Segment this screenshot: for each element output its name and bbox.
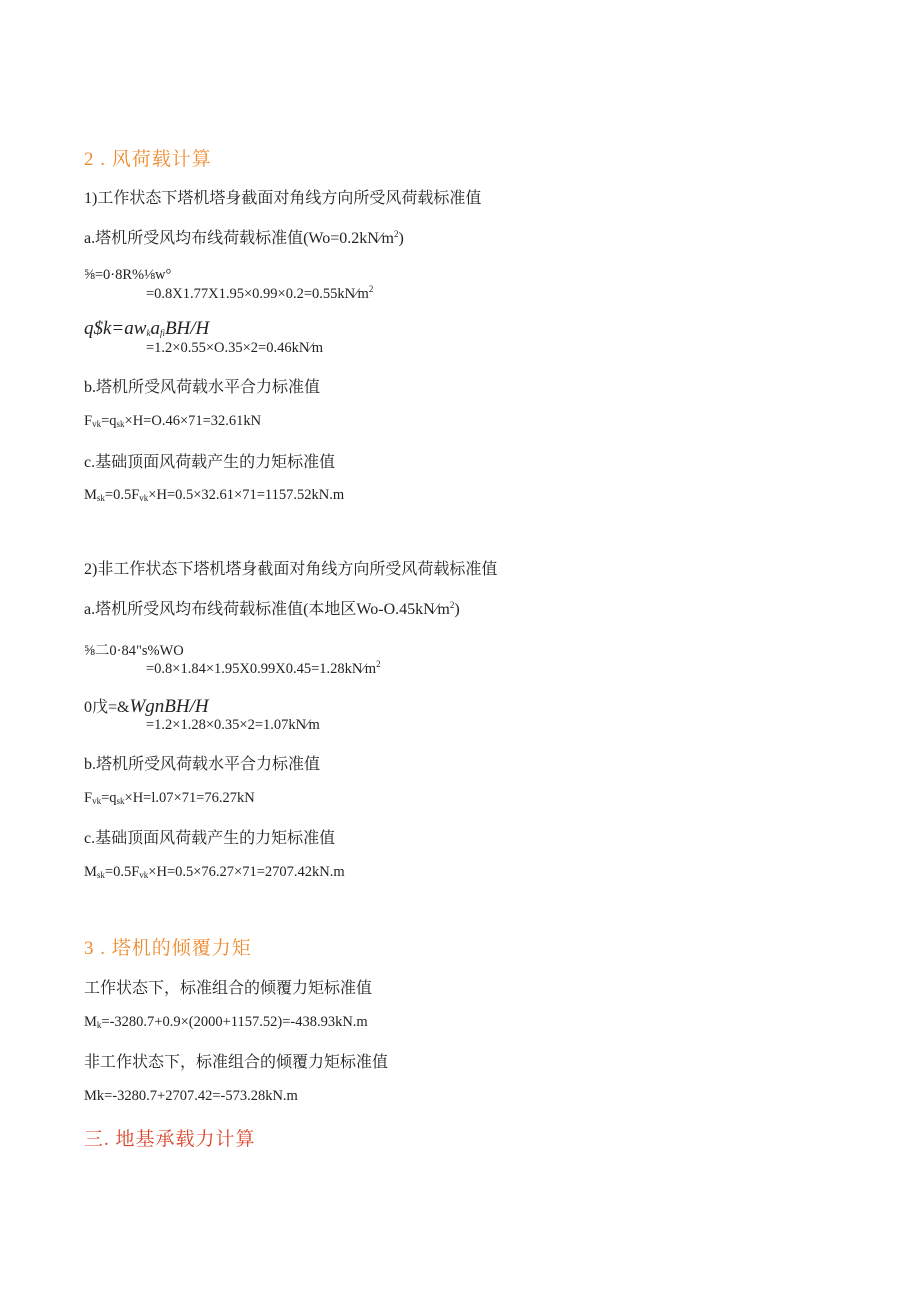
section3-work-p2: =-3280.7+0.9×(2000+1157.52)=-438.93kN.m: [101, 1014, 368, 1030]
part2-f3-italic: WgnBH/H: [129, 696, 209, 717]
part2-b-s1: vk: [92, 796, 102, 806]
part2-formula-4: =1.2×1.28×0.35×2=1.07kN∕m: [146, 717, 320, 733]
part2-b-label: b.塔机所受风荷载水平合力标准值: [84, 756, 321, 773]
section3-nonwork-label: 非工作状态下，标准组合的倾覆力矩标准值: [84, 1054, 389, 1071]
section3-work-formula: [84, 1014, 368, 1031]
part1-a-sup: 2: [393, 229, 399, 239]
part2-c-p2: =0.5F: [104, 864, 140, 880]
part1-c-s1: sk: [96, 493, 105, 503]
part2-a-sup: 2: [449, 600, 455, 610]
part1-formula-3: [84, 318, 209, 340]
part2-c-s2: vk: [139, 870, 149, 880]
part1-f3-sub1: k: [146, 328, 151, 338]
part2-b-p3: ×H=l.07×71=76.27kN: [124, 790, 255, 806]
part1-f3-sub2: fi: [159, 328, 165, 338]
section-next-heading: 三. 地基承载力计算: [84, 1129, 256, 1150]
part2-f3-prefix: 0: [84, 699, 92, 716]
part2-a-tail: ): [454, 601, 460, 618]
part1-b-s2: sk: [116, 419, 125, 429]
part1-a-tail: ): [398, 230, 404, 247]
part1-b-p3: ×H=O.46×71=32.61kN: [124, 413, 262, 429]
part2-b-p1: F: [84, 790, 93, 806]
section3-nonwork-formula: Mk=-3280.7+2707.42=-573.28kN.m: [84, 1088, 298, 1104]
part1-c-formula: [84, 487, 344, 504]
section3-work-p1: M: [84, 1014, 97, 1030]
part1-formula-2-sup: 2: [368, 284, 374, 294]
part2-c-label: c.基础顶面风荷载产生的力矩标准值: [84, 830, 336, 847]
part2-title: 2)非工作状态下塔机塔身截面对角线方向所受风荷载标准值: [84, 561, 498, 578]
section3-work-s1: k: [96, 1020, 102, 1030]
part2-formula-2-main: =0.8×1.84×1.95X0.99X0.45=1.28kN∕m: [146, 661, 377, 677]
part1-c-p2: =0.5F: [104, 487, 140, 503]
part2-c-s1: sk: [96, 870, 105, 880]
part1-a-label: [84, 225, 404, 248]
part2-b-p2: =q: [101, 790, 117, 806]
part1-b-p2: =q: [101, 413, 117, 429]
part2-formula-2-sup: 2: [376, 659, 381, 669]
part1-b-formula: [84, 413, 261, 430]
part2-c-formula: [84, 864, 345, 881]
section3-work-label: 工作状态下，标准组合的倾覆力矩标准值: [84, 980, 373, 997]
section-3-heading: 3 . 塔机的倾覆力矩: [84, 938, 252, 959]
part2-b-s2: sk: [116, 796, 125, 806]
section-2-heading: 2 . 风荷载计算: [84, 149, 212, 170]
part1-formula-2: [146, 284, 373, 303]
part1-c-p1: M: [84, 487, 97, 503]
part2-f3-cjk: 戊: [92, 699, 109, 716]
part1-f3-b: a: [150, 318, 160, 339]
part1-c-p3: ×H=0.5×32.61×71=1157.52kN.m: [148, 487, 345, 503]
part1-formula-4: =1.2×0.55×O.35×2=0.46kN∕m: [146, 340, 324, 356]
part1-b-s1: vk: [92, 419, 102, 429]
part1-formula-2-main: =0.8X1.77X1.95×0.99×0.2=0.55kN∕m: [146, 286, 369, 302]
part1-title: 1)工作状态下塔机塔身截面对角线方向所受风荷载标准值: [84, 190, 482, 207]
part1-c-label: c.基础顶面风荷载产生的力矩标准值: [84, 454, 336, 471]
part2-c-p3: ×H=0.5×76.27×71=2707.42kN.m: [148, 864, 345, 880]
part2-c-p1: M: [84, 864, 97, 880]
part1-a-text: a.塔机所受风均布线荷载标准值(Wo=0.2kN∕m: [84, 230, 394, 247]
part1-b-label: b.塔机所受风荷载水平合力标准值: [84, 379, 321, 396]
part2-f3-eq: =&: [108, 699, 130, 716]
part2-b-formula: [84, 790, 255, 807]
part1-f3-a: q$k=aw: [84, 318, 147, 339]
part2-formula-2: [146, 659, 381, 678]
part2-a-label: [84, 596, 460, 619]
part2-formula-1: ⅝二0·84"s%WO: [84, 643, 184, 659]
part2-a-text: a.塔机所受风均布线荷载标准值(本地区Wo-O.45kN∕m: [84, 601, 450, 618]
part2-formula-3: [84, 694, 209, 718]
part1-b-p1: F: [84, 413, 93, 429]
part1-f3-c: BH/H: [164, 318, 210, 339]
part1-formula-1: ⅝=0·8R%⅛w°: [84, 267, 172, 283]
part1-c-s2: vk: [139, 493, 149, 503]
